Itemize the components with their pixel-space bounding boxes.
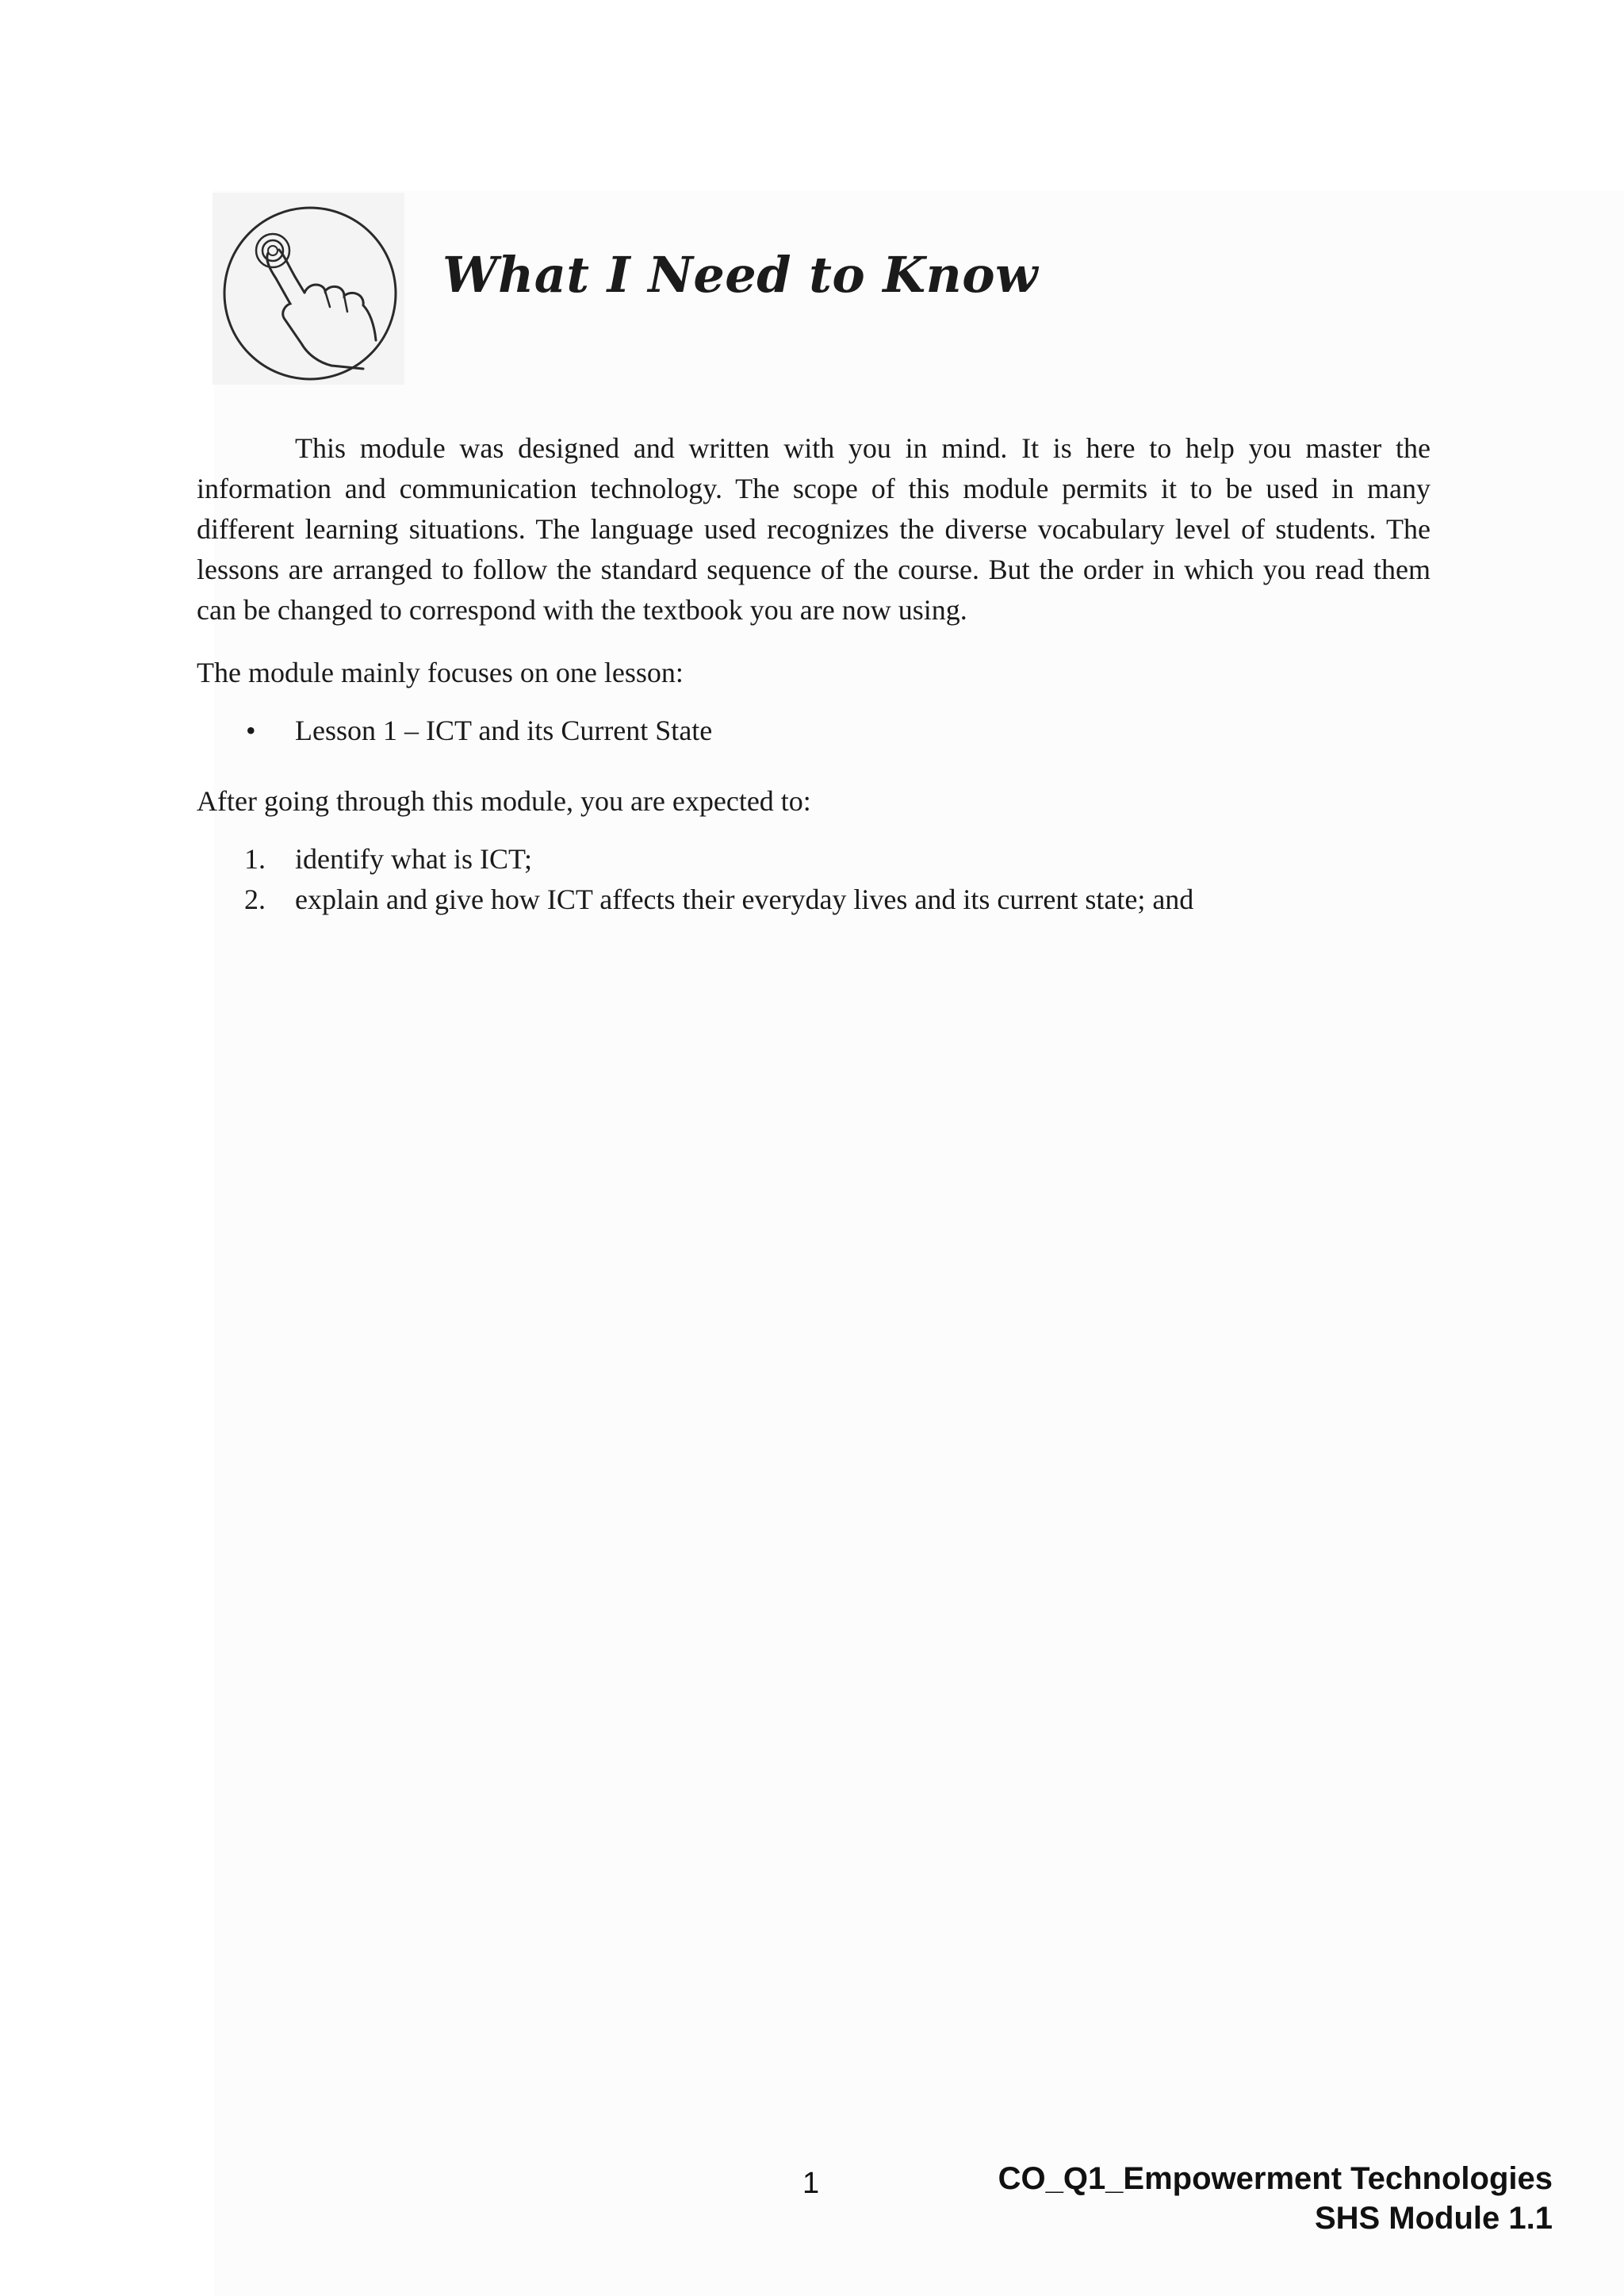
intro-paragraph: This module was designed and written with you in mind. It is here to help you master the information and communication technology. The scope of this module permits it to be used in many different learning situations. The language used recognizes the diverse vocabulary level of students. The lessons are arranged to follow the standard sequence of the course. But the order in which you read them can be changed to correspond with the textbook you are now using. [197,432,1431,626]
list-item [197,711,1431,751]
objectives-list [197,839,1431,920]
bullet-icon: • [246,715,256,746]
module-code-line-2: SHS Module 1.1 [1314,2201,1553,2236]
objectives-intro: After going through this module, you are expected to: [197,785,811,817]
module-code [998,2159,1553,2238]
lesson-list [197,711,1431,751]
objective-text: identify what is ICT; [295,843,532,875]
objective-text: explain and give how ICT affects their everyday lives and its current state; and [295,884,1194,915]
pointing-hand-icon [213,193,404,385]
page-title: What I Need to Know [442,246,1038,304]
list-item [197,880,1431,920]
lesson-label: Lesson 1 – ICT and its Current State [295,715,713,746]
focus-statement: The module mainly focuses on one lesson: [197,657,684,688]
module-body [197,428,1431,920]
list-item [197,839,1431,880]
module-code-line-1: CO_Q1_Empowerment Technologies [998,2161,1553,2196]
item-number: 1. [244,843,266,875]
item-number: 2. [244,884,266,915]
page-number: 1 [802,2167,820,2200]
